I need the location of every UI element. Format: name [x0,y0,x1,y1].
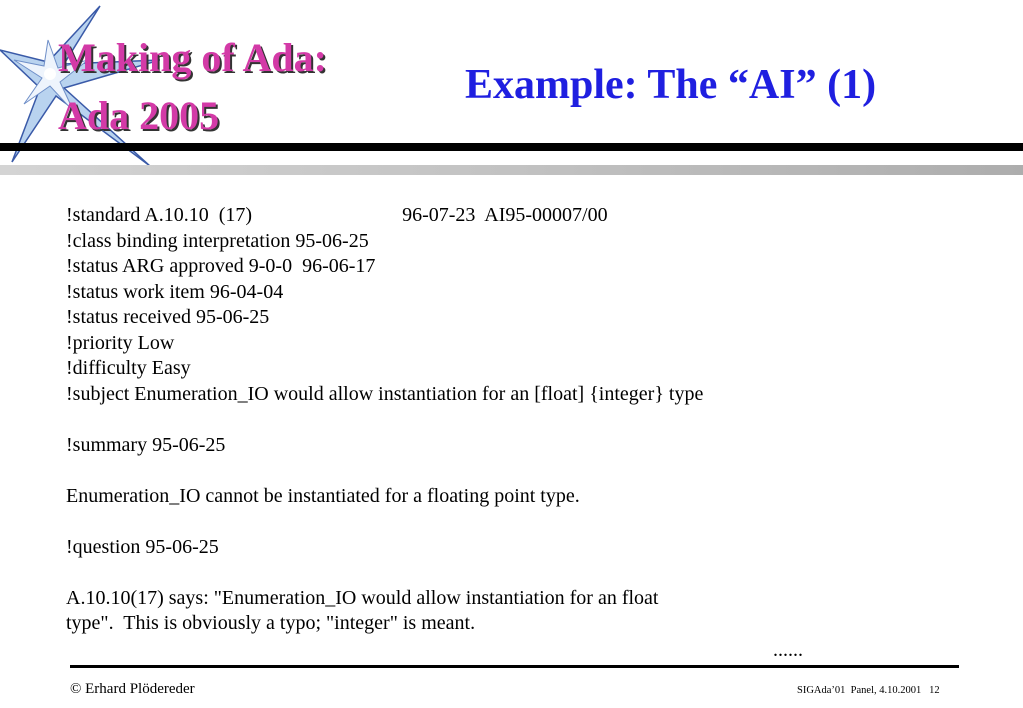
continuation-ellipsis: ...... [773,639,803,661]
body-line [66,509,703,535]
body-line: !class binding interpretation 95-06-25 [66,229,369,252]
footer-slide-info: SIGAda’01 Panel, 4.10.2001 12 [797,685,940,696]
body-line: !subject Enumeration_IO would allow instantiation for an [float] {integer} type [66,382,704,405]
header-divider-gradient [0,165,1023,175]
header-divider-black [0,143,1023,151]
body-line [66,560,703,586]
logo-title-line-2: Ada 2005 [58,93,220,138]
body-line [66,407,703,433]
body-line: !status ARG approved 9-0-0 96-06-17 [66,255,376,277]
body-line: !status received 95-06-25 [66,306,270,328]
body-line: !standard A.10.10 (17) 96-07-23 AI95-00007/00 [66,204,608,226]
logo-title-line-1: Making of Ada: [58,35,327,80]
footer-divider [70,665,959,668]
body-line: type". This is obviously a typo; "integer" is meant. [66,612,476,634]
body-line: !priority Low [66,331,175,354]
body-line: !question 95-06-25 [66,535,219,558]
body-line: !difficulty Easy [66,357,191,379]
body-line: Enumeration_IO cannot be instantiated for a floating point type. [66,484,580,507]
ai-text-body [66,203,703,637]
body-line [66,458,703,484]
slide-title: Example: The “AI” (1) [465,62,877,108]
footer-copyright: © Erhard Plödereder [70,681,195,697]
body-line: !summary 95-06-25 [66,433,226,456]
body-line: !status work item 96-04-04 [66,280,284,303]
body-line: A.10.10(17) says: "Enumeration_IO would allow instantiation for an float [66,586,659,609]
